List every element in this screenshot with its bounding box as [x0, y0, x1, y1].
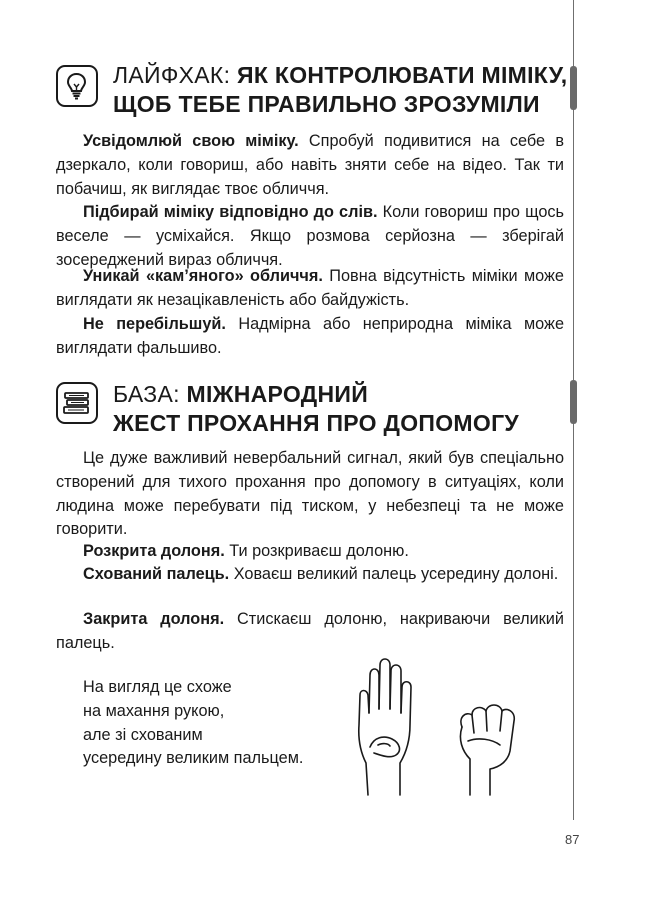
- intro-paragraph: Це дуже важливий невербальний сигнал, який був спеціально створений для тихого прохання про допомогу в ситуаціях, коли людина може перебувати під тиском, у небезпеці та не може говорити.: [56, 449, 564, 539]
- step-text: Стискаєш долоню, накриваючи великий палець.: [56, 610, 564, 652]
- tip-paragraph: [56, 313, 564, 361]
- tip-text: Надмірна або неприродна міміка може виглядати фальшиво.: [56, 315, 564, 357]
- step-paragraph: [56, 608, 564, 656]
- section-tab-marker: [570, 380, 577, 424]
- tip-paragraph: [56, 265, 564, 313]
- caption-line: на махання рукою,: [83, 701, 225, 720]
- tip-lead: Підбирай міміку відповідно до слів.: [83, 203, 378, 221]
- tip-text: Коли говориш про щось веселе — усміхайся. Якщо розмова серйозна — зберігай зосереджений вираз обличчя.: [56, 203, 564, 269]
- section2-title-line2: ЖЕСТ ПРОХАННЯ ПРО ДОПОМОГУ: [113, 410, 520, 436]
- caption-line: але зі схованим: [83, 725, 203, 744]
- section2-heading: [113, 380, 519, 438]
- step-lead: Схований палець.: [83, 565, 230, 583]
- step-text: Ховаєш великий палець усередину долоні.: [229, 565, 559, 583]
- step-lead: Розкрита долоня.: [83, 542, 225, 560]
- hand-signal-illustration: [350, 655, 525, 805]
- tip-lead: Уникай «кам’яного» обличчя.: [83, 267, 323, 285]
- section1-keyword: ЛАЙФХАК:: [113, 62, 231, 88]
- section1-title-line2: ЩОБ ТЕБЕ ПРАВИЛЬНО ЗРОЗУМІЛИ: [113, 91, 540, 117]
- tip-text: Спробуй подивитися на себе в дзеркало, коли говориш, або навіть зняти себе на відео. Так ти побачиш, як виглядає твоє обличчя.: [56, 132, 564, 198]
- section-tab-marker: [570, 66, 577, 110]
- page-number: 87: [565, 832, 580, 847]
- caption-line: На вигляд це схоже: [83, 678, 232, 696]
- section2-title-line1: МІЖНАРОДНИЙ: [186, 381, 369, 407]
- open-palm-hand-icon: [359, 659, 411, 795]
- books-icon: [56, 382, 98, 424]
- lightbulb-icon: [56, 65, 98, 107]
- tip-paragraph: [56, 201, 564, 272]
- illustration-caption: [83, 676, 303, 771]
- section1-heading: [113, 61, 567, 119]
- step-lead: Закрита долоня.: [83, 610, 225, 628]
- section1-title-line1: ЯК КОНТРОЛЮВАТИ МІМІКУ,: [237, 62, 568, 88]
- step-paragraph: [56, 563, 564, 587]
- tip-text: Повна відсутність міміки може виглядати як незацікавленість або байдужість.: [56, 267, 564, 309]
- step-text: Ти розкриваєш долоню.: [224, 542, 409, 560]
- closed-fist-hand-icon: [460, 705, 514, 795]
- tip-lead: Не перебільшуй.: [83, 315, 226, 333]
- step-paragraph: [56, 540, 564, 564]
- section2-keyword: БАЗА:: [113, 381, 180, 407]
- caption-line: усередину великим пальцем.: [83, 749, 304, 768]
- tip-lead: Усвідомлюй свою міміку.: [83, 132, 299, 150]
- tip-paragraph: [56, 130, 564, 201]
